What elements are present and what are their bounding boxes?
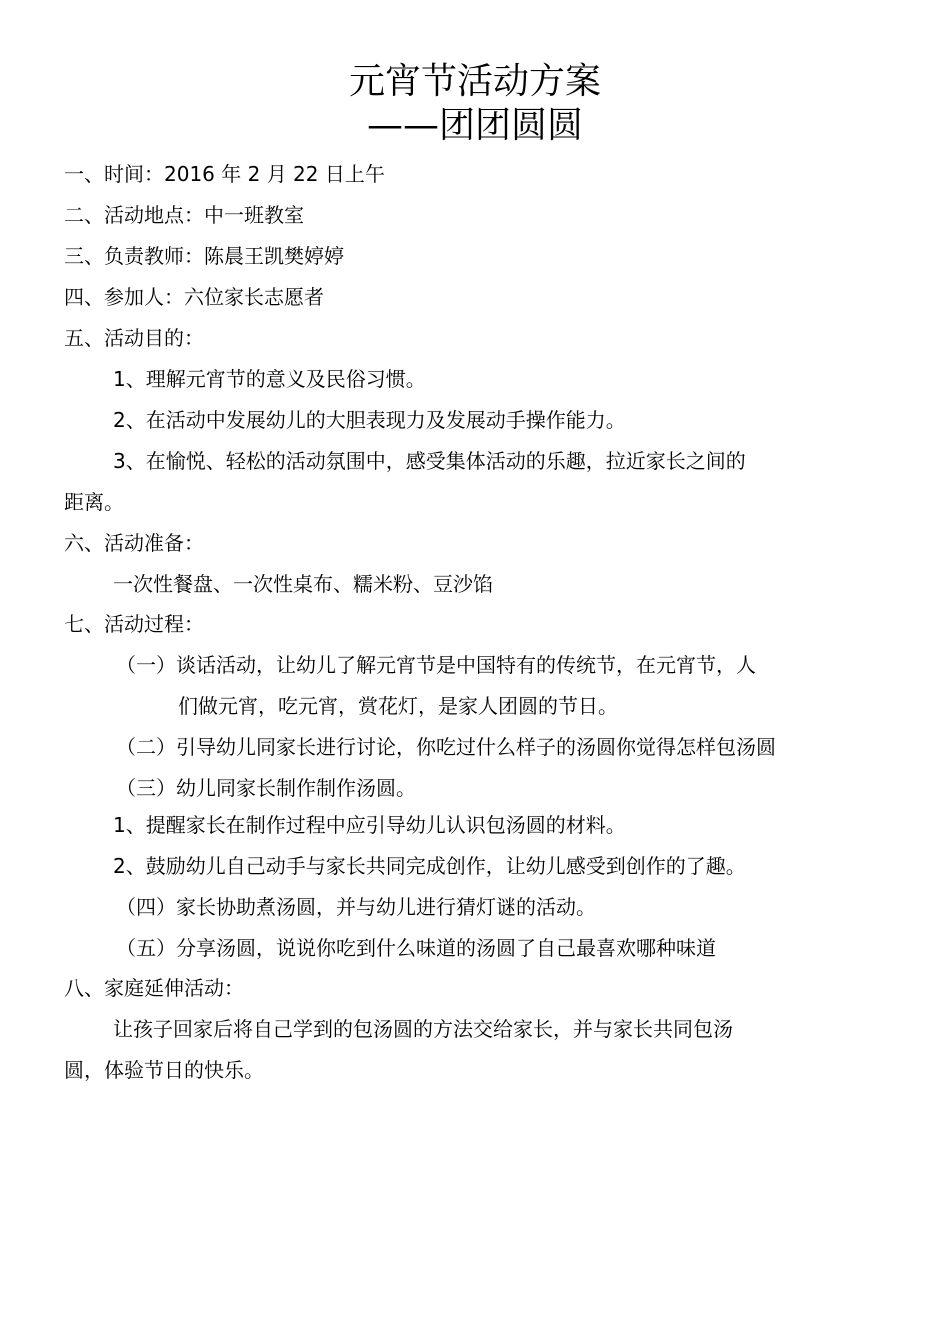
goal-item-2: 2、在活动中发展幼儿的大胆表现力及发展动手操作能力。 [113, 408, 626, 432]
preparation-heading: 六、活动准备： [64, 531, 204, 555]
goals-heading: 五、活动目的： [64, 326, 204, 350]
extension-heading: 八、家庭延伸活动： [64, 976, 244, 1000]
process-heading: 七、活动过程： [64, 612, 204, 636]
extension-text-continued: 圆，体验节日的快乐。 [64, 1058, 264, 1082]
document-subtitle: ——团团圆圆 [366, 105, 583, 146]
process-step-1: （一）谈话活动，让幼儿了解元宵节是中国特有的传统节，在元宵节，人 [116, 653, 756, 677]
process-step-3-item-1: 1、提醒家长在制作过程中应引导幼儿认识包汤圆的材料。 [113, 813, 626, 837]
teachers-line: 三、负责教师：陈晨王凯樊婷婷 [64, 244, 344, 268]
process-step-5: （五）分享汤圆，说说你吃到什么味道的汤圆了自己最喜欢哪种味道 [116, 936, 716, 960]
location-line: 二、活动地点：中一班教室 [64, 203, 304, 227]
process-step-3-item-2: 2、鼓励幼儿自己动手与家长共同完成创作，让幼儿感受到创作的了趣。 [113, 854, 746, 878]
goal-item-3: 3、在愉悦、轻松的活动氛围中，感受集体活动的乐趣，拉近家长之间的 [113, 449, 746, 473]
process-step-3: （三）幼儿同家长制作制作汤圆。 [116, 776, 416, 800]
process-step-1-continued: 们做元宵，吃元宵，赏花灯，是家人团圆的节日。 [178, 694, 618, 718]
extension-text: 让孩子回家后将自己学到的包汤圆的方法交给家长，并与家长共同包汤 [113, 1017, 733, 1041]
goal-item-3-continued: 距离。 [64, 490, 124, 514]
preparation-items: 一次性餐盘、一次性桌布、糯米粉、豆沙馅 [113, 572, 493, 596]
process-step-2: （二）引导幼儿同家长进行讨论，你吃过什么样子的汤圆你觉得怎样包汤圆 [116, 735, 776, 759]
participants-line: 四、参加人：六位家长志愿者 [64, 285, 324, 309]
time-line: 一、时间：2016 年 2 月 22 日上午 [64, 162, 385, 186]
goal-item-1: 1、理解元宵节的意义及民俗习惯。 [113, 367, 426, 391]
document-title: 元宵节活动方案 [348, 61, 601, 102]
process-step-4: （四）家长协助煮汤圆，并与幼儿进行猜灯谜的活动。 [116, 895, 596, 919]
